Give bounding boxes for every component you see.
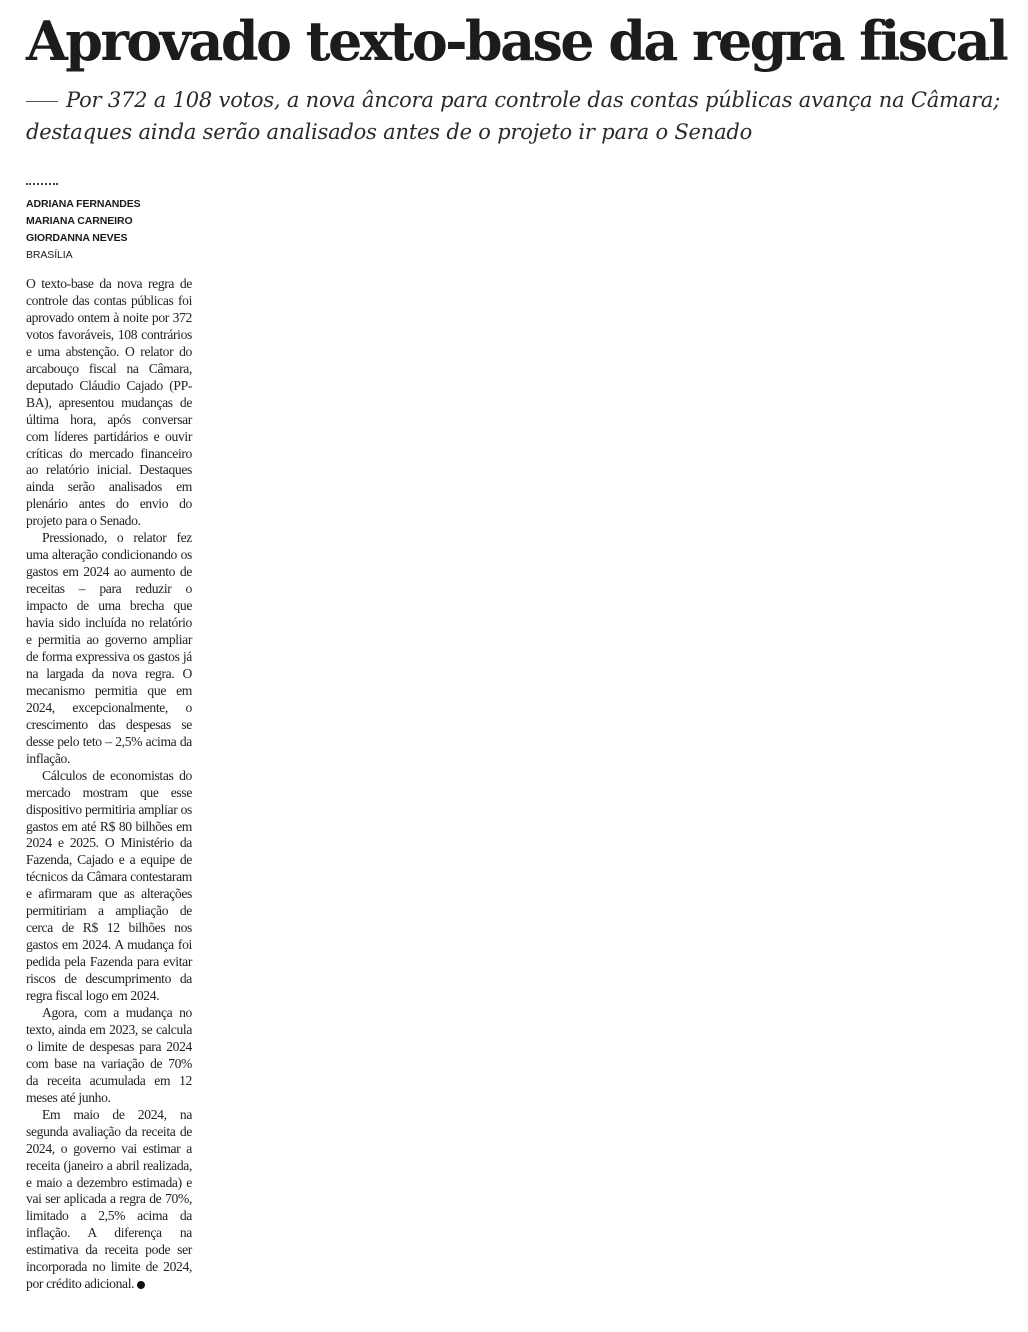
author-name: MARIANA CARNEIRO: [26, 215, 133, 227]
article-body: [26, 276, 192, 1293]
headline: Aprovado texto-base da regra fiscal: [26, 9, 1007, 73]
subheadline-text: Por 372 a 108 votos, a nova âncora para controle das contas públicas avança na Câmara; destaques ainda serão analisados antes de o projeto ir para o Senado: [26, 88, 1001, 144]
article-paragraph: Cálculos de economistas do mercado mostram que esse dispositivo permitiria ampliar os gastos em até R$ 80 bilhões em 2024 e 2025. O Ministério da Fazenda, Cajado e a equipe de técnicos da Câmara contestaram e afirmaram que as alterações permitiriam a ampliação de cerca de R$ 12 bilhões nos gastos em 2024. A mudança foi pedida pela Fazenda para evitar riscos de descumprimento da regra fiscal logo em 2024.: [26, 767, 192, 1004]
dateline-location: BRASÍLIA: [26, 249, 73, 261]
byline-dotted-rule: [26, 183, 58, 185]
article-paragraph-text: Em maio de 2024, na segunda avaliação da receita de 2024, o governo vai estimar a receita (janeiro a abril realizada, e maio a dezembro estimada) e vai ser aplicada a regra de 70%, limitado a 2,5% acima da inflação. A diferença na estimativa da receita pode ser incorporada no limite de 2024, por crédito adicional.: [26, 1106, 192, 1292]
author-name: GIORDANNA NEVES: [26, 232, 128, 244]
article-paragraph: [26, 1107, 192, 1293]
subheadline: [26, 84, 1016, 148]
end-of-article-icon: [137, 1281, 145, 1289]
article-paragraph: Agora, com a mudança no texto, ainda em 2023, se calcula o limite de despesas para 2024 com base na variação de 70% da receita acumulada em 12 meses até junho.: [26, 1004, 192, 1105]
article-paragraph: Pressionado, o relator fez uma alteração condicionando os gastos em 2024 ao aumento de receitas – para reduzir o impacto de uma brecha que havia sido incluída no relatório e permitia ao governo ampliar de forma expressiva os gastos já na largada da nova regra. O mecanismo permitia que em 2024, excepcionalmente, o crescimento das despesas se desse pelo teto – 2,5% acima da inflação.: [26, 530, 192, 766]
article-paragraph: O texto-base da nova regra de controle das contas públicas foi aprovado ontem à noite por 372 votos favoráveis, 108 contrários e uma abstenção. O relator do arcabouço fiscal na Câmara, deputado Cláudio Cajado (PP-BA), apresentou mudanças de última hora, após conversar com líderes partidários e ouvir críticas do mercado financeiro ao relatório inicial. Destaques ainda serão analisados em plenário antes do envio do projeto para o Senado.: [26, 276, 192, 529]
dek-rule: [26, 101, 58, 102]
byline: [26, 196, 196, 264]
author-name: ADRIANA FERNANDES: [26, 198, 141, 210]
